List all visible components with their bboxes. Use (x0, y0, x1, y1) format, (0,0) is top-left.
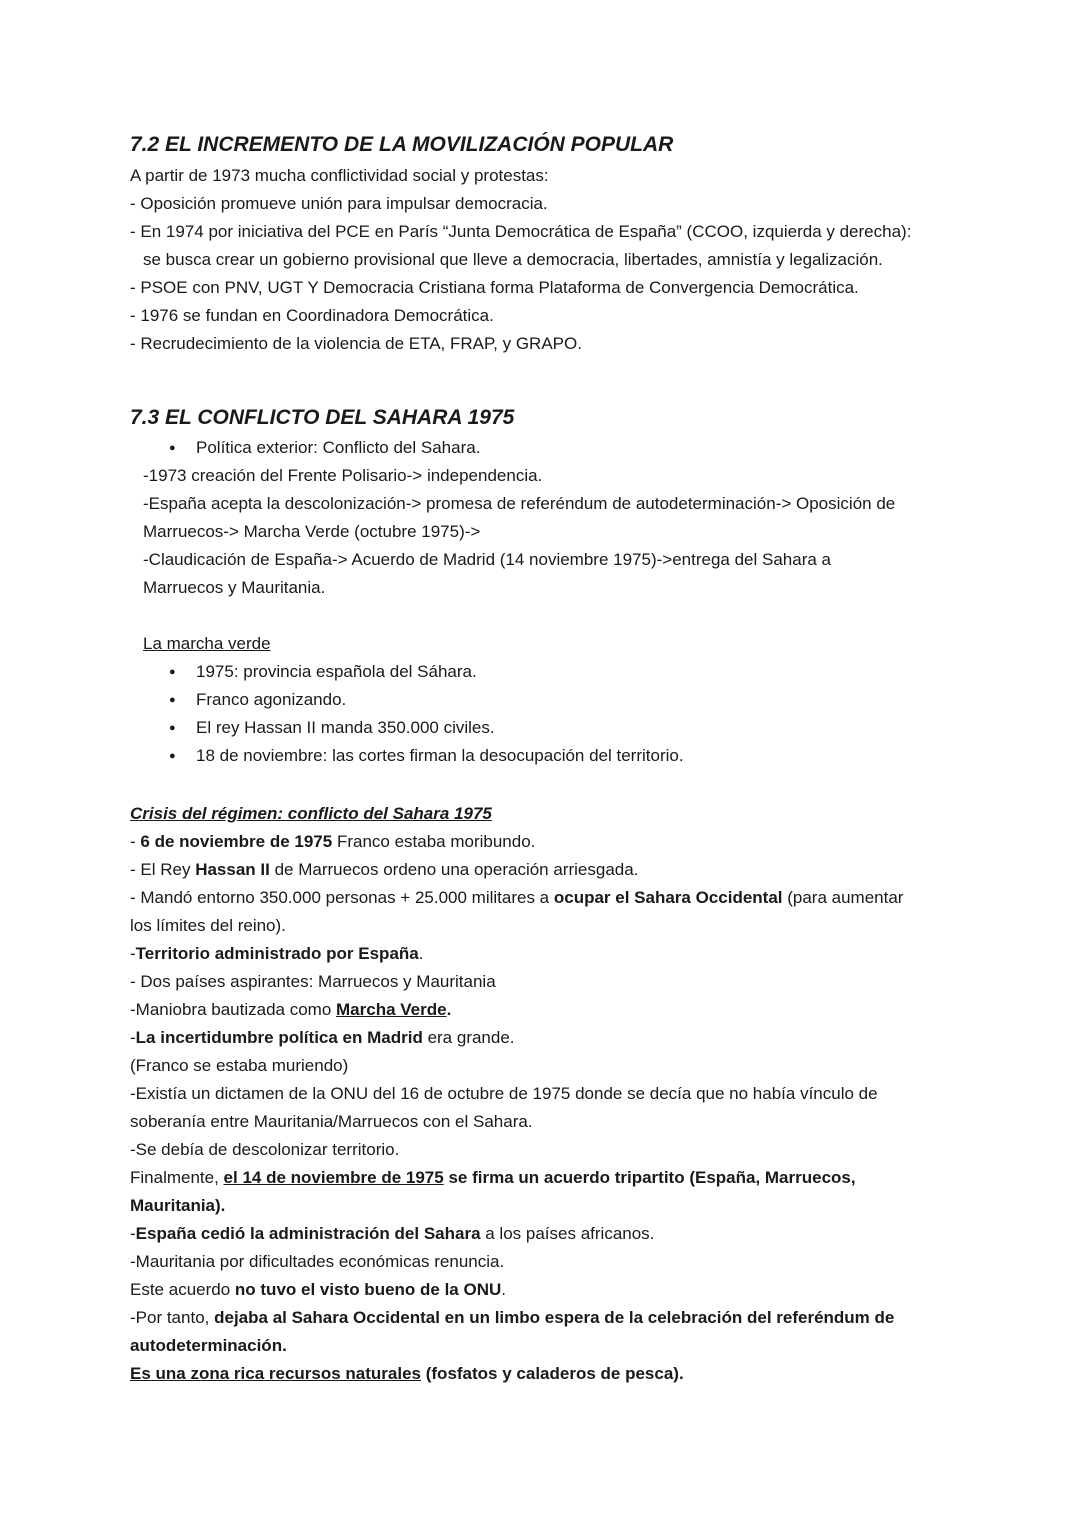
section1-item: - Oposición promueve unión para impulsar democracia. (130, 194, 548, 213)
crisis-line: -La incertidumbre política en Madrid era grande. (130, 1028, 515, 1047)
section-title-7-2: 7.2 EL INCREMENTO DE LA MOVILIZACIÓN POPULAR (130, 133, 674, 156)
crisis-line: Mauritania). (130, 1196, 226, 1215)
crisis-line: -Existía un dictamen de la ONU del 16 de octubre de 1975 donde se decía que no había vínculo de (130, 1084, 878, 1103)
section1-item: - Recrudecimiento de la violencia de ETA, FRAP, y GRAPO. (130, 334, 582, 353)
section1-intro: A partir de 1973 mucha conflictividad social y protestas: (130, 166, 549, 185)
crisis-line: -España cedió la administración del Sahara a los países africanos. (130, 1224, 655, 1243)
crisis-line: Este acuerdo no tuvo el visto bueno de la ONU. (130, 1280, 506, 1299)
crisis-line: soberanía entre Mauritania/Marruecos con el Sahara. (130, 1112, 533, 1131)
marcha-bullet: ● El rey Hassan II manda 350.000 civiles. (196, 714, 495, 742)
crisis-title: Crisis del régimen: conflicto del Sahara 1975 (130, 804, 492, 823)
crisis-line: - El Rey Hassan II de Marruecos ordeno una operación arriesgada. (130, 860, 639, 879)
section2-bullet: ● Política exterior: Conflicto del Sahara. (196, 434, 480, 462)
crisis-line: -Territorio administrado por España. (130, 944, 424, 963)
crisis-line: - Dos países aspirantes: Marruecos y Mauritania (130, 972, 496, 991)
crisis-line: - 6 de noviembre de 1975 Franco estaba moribundo. (130, 832, 536, 851)
crisis-line: -Mauritania por dificultades económicas renuncia. (130, 1252, 505, 1271)
section1-item: - 1976 se fundan en Coordinadora Democrática. (130, 306, 494, 325)
section2-line: -Claudicación de España-> Acuerdo de Madrid (14 noviembre 1975)->entrega del Sahara a (143, 550, 831, 569)
marcha-title: La marcha verde (143, 634, 271, 653)
crisis-line: -Se debía de descolonizar territorio. (130, 1140, 400, 1159)
marcha-bullet: ● Franco agonizando. (196, 686, 346, 714)
crisis-line: -Por tanto, dejaba al Sahara Occidental en un limbo espera de la celebración del referéndum de (130, 1308, 895, 1327)
section2-line: -España acepta la descolonización-> promesa de referéndum de autodeterminación-> Oposición de (143, 494, 896, 513)
crisis-line: Finalmente, el 14 de noviembre de 1975 se firma un acuerdo tripartito (España, Marruecos, (130, 1168, 856, 1187)
section2-line: -1973 creación del Frente Polisario-> independencia. (143, 466, 543, 485)
section2-line: Marruecos-> Marcha Verde (octubre 1975)-> (143, 522, 481, 541)
crisis-line: (Franco se estaba muriendo) (130, 1056, 349, 1075)
crisis-line: Es una zona rica recursos naturales (fosfatos y caladeros de pesca). (130, 1364, 684, 1383)
crisis-line: - Mandó entorno 350.000 personas + 25.000 militares a ocupar el Sahara Occidental (para aumentar (130, 888, 904, 907)
crisis-line: los límites del reino). (130, 916, 286, 935)
section-title-7-3: 7.3 EL CONFLICTO DEL SAHARA 1975 (130, 406, 515, 429)
marcha-bullet: ● 1975: provincia española del Sáhara. (196, 658, 477, 686)
crisis-line: autodeterminación. (130, 1336, 287, 1355)
section1-item: - En 1974 por iniciativa del PCE en París “Junta Democrática de España” (CCOO, izquierda y derecha): (130, 222, 912, 241)
section1-item: - PSOE con PNV, UGT Y Democracia Cristiana forma Plataforma de Convergencia Democrática. (130, 278, 859, 297)
section1-item: se busca crear un gobierno provisional que lleve a democracia, libertades, amnistía y legalización. (143, 250, 883, 269)
crisis-line: -Maniobra bautizada como Marcha Verde. (130, 1000, 452, 1019)
marcha-bullet: ● 18 de noviembre: las cortes firman la desocupación del territorio. (196, 742, 684, 770)
section2-line: Marruecos y Mauritania. (143, 578, 326, 597)
